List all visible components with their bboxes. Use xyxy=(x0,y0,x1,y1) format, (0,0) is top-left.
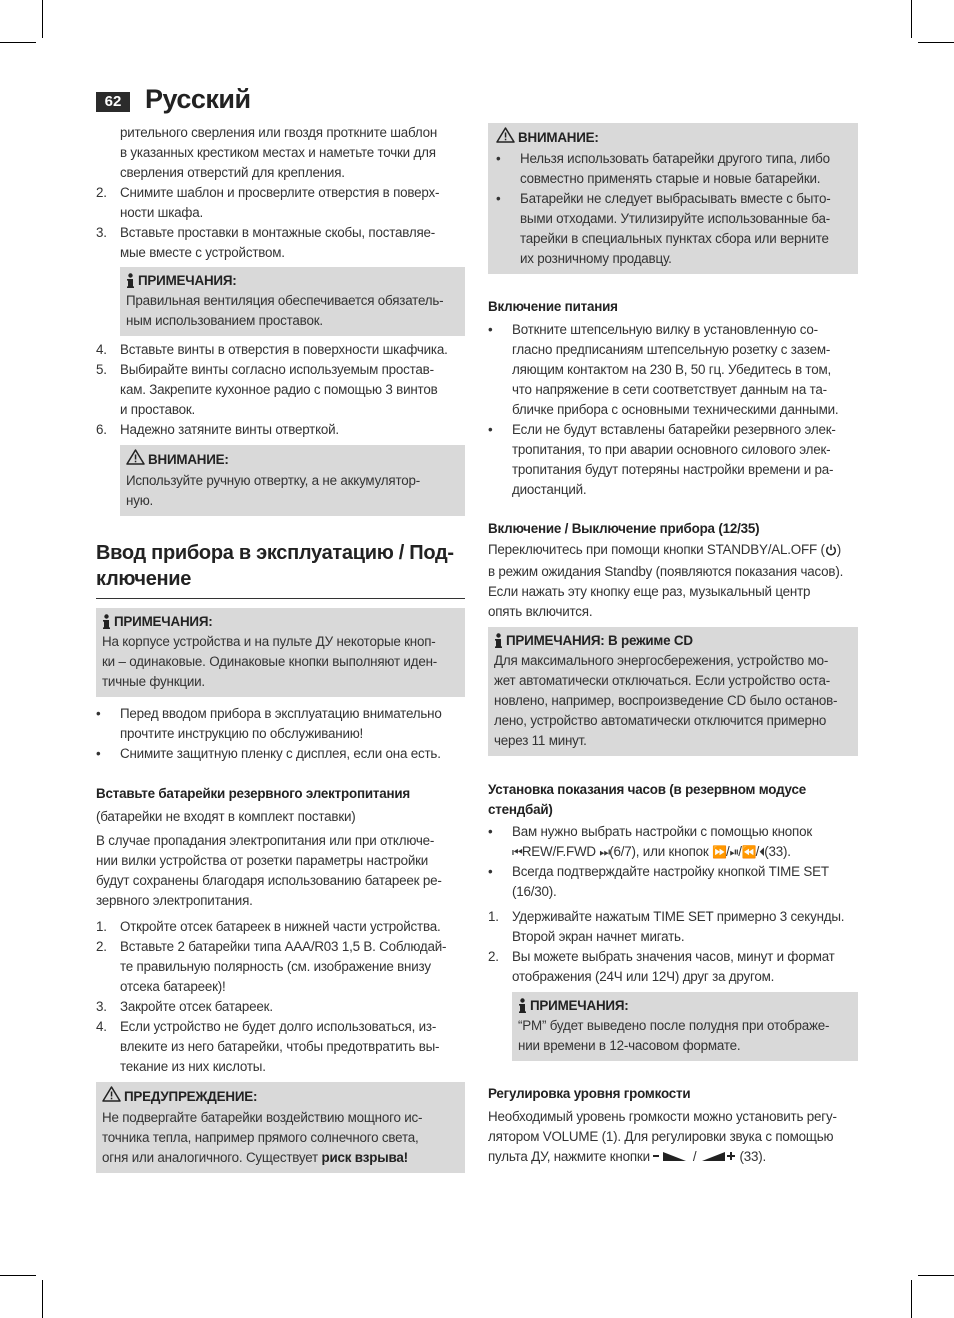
text-line: ную. xyxy=(126,493,154,508)
text-line: в режим ожидания Standby (появляются показания часов). xyxy=(488,564,844,579)
text-line: Вставьте винты в отверстия в поверхности шкафчика. xyxy=(120,342,448,357)
step-number: 2. xyxy=(488,949,499,964)
step-number: 2. xyxy=(96,939,107,954)
text-line: лено, устройство автоматически отключится примерно xyxy=(494,713,827,728)
right-column xyxy=(488,123,858,1168)
step-number: 5. xyxy=(96,362,107,377)
text-line: Снимите защитную пленку с дисплея, если она есть. xyxy=(120,746,441,761)
text-line: Откройте отсек батареек в нижней части устройства. xyxy=(120,919,441,934)
info-icon xyxy=(494,633,503,649)
text-line: мые вместе с устройством. xyxy=(120,245,285,260)
crop-mark xyxy=(42,0,43,38)
text-line: будут сохранены благодаря использованию батареек ре- xyxy=(96,873,442,888)
danger-box xyxy=(96,1082,465,1173)
list-item xyxy=(96,360,465,420)
text-line: Для максимального энергосбережения, устройство мо- xyxy=(494,653,829,668)
text-line: Вы можете выбрать значения часов, минут и формат xyxy=(512,949,835,964)
text-segment: REW/F.FWD xyxy=(521,844,596,859)
list-item xyxy=(488,947,858,987)
play-pause-icon: ⏯ xyxy=(729,845,739,859)
text-line: прочтите инструкцию по обслуживанию! xyxy=(120,726,364,741)
warning-triangle-icon xyxy=(102,1086,121,1108)
bullet-item xyxy=(96,704,465,744)
crop-mark xyxy=(918,42,954,43)
text-line: тропитания будут потеряны настройки времени и ра- xyxy=(512,462,834,477)
list-item xyxy=(96,1017,465,1077)
text-line: (16/30). xyxy=(512,884,557,899)
warning-heading xyxy=(126,449,459,471)
step-number: 3. xyxy=(96,225,107,240)
text-line: Надежно затяните винты отверткой. xyxy=(120,422,339,437)
power-icon xyxy=(825,542,837,562)
bullet-dot: • xyxy=(496,151,501,166)
text-line: выми отходами. Утилизируйте использованные ба- xyxy=(520,211,831,226)
bullet-item xyxy=(96,744,465,764)
text-line: Перед вводом прибора в эксплуатацию внимательно xyxy=(120,706,442,721)
page-title: Русский xyxy=(145,84,251,114)
note-box xyxy=(512,992,858,1061)
previous-icon: ⏴ xyxy=(759,845,765,859)
text-line: сверления отверстий для крепления. xyxy=(120,165,345,180)
text-line: жет автоматически отключаться. Если устройство оста- xyxy=(494,673,830,688)
text-line: зервного электропитания. xyxy=(96,893,253,908)
text-line: тропитания, то при аварии основного силового элек- xyxy=(512,442,831,457)
text-line: текание из них кислоты. xyxy=(120,1059,266,1074)
text-line: Правильная вентиляция обеспечивается обязатель- xyxy=(126,293,444,308)
note-heading xyxy=(126,271,459,291)
bullet-item xyxy=(488,420,858,500)
text-line: Не подвергайте батарейки воздействию мощного ис- xyxy=(102,1110,423,1125)
text-line: гласно предписаниям штепсельную розетку с зазем- xyxy=(512,342,831,357)
bullet-item xyxy=(496,149,852,189)
bullet-dot: • xyxy=(488,864,493,879)
text-segment: (33). xyxy=(739,1149,767,1164)
note-title: ПРИМЕЧАНИЯ: xyxy=(138,273,237,288)
text-line: диостанций. xyxy=(512,482,587,497)
text-line: Вставьте проставки в монтажные скобы, поставляе- xyxy=(120,225,436,240)
warning-triangle-icon xyxy=(496,127,515,149)
heading-line: Ввод прибора в эксплуатацию / Под- xyxy=(96,542,454,564)
text-line: Снимите шаблон и просверлите отверстия в поверх- xyxy=(120,185,440,200)
text-line: и проставок. xyxy=(120,402,196,417)
crop-mark xyxy=(911,1280,912,1318)
step-number: 1. xyxy=(488,909,499,924)
list-item xyxy=(96,223,465,263)
text-line: ности шкафа. xyxy=(120,205,203,220)
crop-mark xyxy=(918,1275,954,1276)
note-box xyxy=(488,627,858,756)
text-line: опять включится. xyxy=(488,604,593,619)
text-line: Удерживайте нажатым TIME SET примерно 3 секунды. xyxy=(512,909,845,924)
subtitle-text: (батарейки не входят в комплект поставки) xyxy=(96,809,356,824)
text-line: Если устройство не будет долго использоваться, из- xyxy=(120,1019,437,1034)
warning-box xyxy=(488,123,858,274)
text-line: в указанных крестиком местах и наметьте точки для xyxy=(120,145,436,160)
note-heading xyxy=(518,996,852,1016)
subsection-heading xyxy=(488,780,858,820)
text-line: Нельзя использовать батарейки другого типа, либо xyxy=(520,151,830,166)
text-segment: (6/7), или кнопок xyxy=(609,844,709,859)
bullet-dot: • xyxy=(496,191,501,206)
text-line: Всегда подтверждайте настройку кнопкой TIME SET xyxy=(512,864,829,879)
text-line: их розничному продавцу. xyxy=(520,251,672,266)
text-line: Если не будут вставлены батарейки резервного элек- xyxy=(512,422,836,437)
text-line: Закройте отсек батареек. xyxy=(120,999,273,1014)
text-segment: / xyxy=(692,1149,697,1164)
text-line: лятором VOLUME (1). Для регулировки звука с помощью xyxy=(488,1129,834,1144)
step-number: 4. xyxy=(96,1019,107,1034)
step-number: 4. xyxy=(96,342,107,357)
heading-line: стендбай) xyxy=(488,802,553,817)
volume-up-icon xyxy=(700,1148,736,1168)
text-segment: пульта ДУ, нажмите кнопки xyxy=(488,1149,650,1164)
text-line: ки – одинаковые. Одинаковые кнопки выполняют иден- xyxy=(102,654,438,669)
text-line: тарейки в специальных пунктах сбора или верните xyxy=(520,231,829,246)
info-icon xyxy=(102,614,111,630)
text-line: Используйте ручную отвертку, а не аккумулятор- xyxy=(126,473,420,488)
text-line: нии вилки устройства от розетки параметры настройки xyxy=(96,853,429,868)
text-line: Вставьте 2 батарейки типа AAA/R03 1,5 В. Соблюдай- xyxy=(120,939,447,954)
info-icon xyxy=(126,273,135,289)
text-line xyxy=(488,540,858,562)
text-line: кам. Закрепите кухонное радио с помощью 3 винтов xyxy=(120,382,438,397)
bullet-dot: • xyxy=(488,824,493,839)
danger-heading xyxy=(102,1086,459,1108)
warning-title: ВНИМАНИЕ: xyxy=(148,452,229,467)
text-line xyxy=(488,1147,858,1168)
text-line: те правильную полярность (см. изображение внизу xyxy=(120,959,431,974)
text-line: отсека батареек)! xyxy=(120,979,226,994)
step-number: 6. xyxy=(96,422,107,437)
paragraph xyxy=(96,831,465,911)
paragraph xyxy=(488,1107,858,1168)
skip-forward-icon: ⏭ xyxy=(599,845,610,859)
step-number: 2. xyxy=(96,185,107,200)
text-line: ным использованием проставок. xyxy=(126,313,323,328)
bullet-dot: • xyxy=(96,706,101,721)
note-title: ПРИМЕЧАНИЯ: xyxy=(530,998,629,1013)
text-line: нии времени в 12-часовом формате. xyxy=(518,1038,741,1053)
text-line: отображения (24Ч или 12Ч) друг за другом. xyxy=(512,969,775,984)
text-line: ляющим контактом на 230 В, 50 гц. Убедитесь в том, xyxy=(512,362,831,377)
text-line: что напряжение в сети соответствует данным на та- xyxy=(512,382,827,397)
text-line: новлено, например, воспроизведение CD было останов- xyxy=(494,693,838,708)
text-line: тичные функции. xyxy=(102,674,205,689)
note-heading xyxy=(494,631,852,651)
warning-title: ВНИМАНИЕ: xyxy=(518,130,599,145)
crop-mark xyxy=(42,1280,43,1318)
text-line: Необходимый уровень громкости можно установить регу- xyxy=(488,1109,837,1124)
text-line: “PM” будет выведено после полудня при отображе- xyxy=(518,1018,830,1033)
text-line: Батарейки не следует выбрасывать вместе с быто- xyxy=(520,191,831,206)
list-item xyxy=(96,937,465,997)
text-line: Вам нужно выбрать настройки с помощью кнопок xyxy=(512,824,812,839)
list-item xyxy=(96,917,465,937)
text-segment: ) xyxy=(836,542,841,557)
text-line: На корпусе устройства и на пульте ДУ некоторые кноп- xyxy=(102,634,436,649)
list-item xyxy=(96,340,465,360)
left-column xyxy=(96,123,465,1173)
text-line: ⏮REW/F.FWD ⏭(6/7), или кнопок ⏩/⏯/⏪/⏴(33). xyxy=(512,844,791,859)
bullet-item xyxy=(488,822,858,862)
list-item xyxy=(96,183,465,223)
text-line: Воткните штепсельную вилку в установленную со- xyxy=(512,322,818,337)
subsection-heading: Вставьте батарейки резервного электропитания xyxy=(96,786,411,801)
note-title: ПРИМЕЧАНИЯ: xyxy=(114,614,213,629)
crop-mark xyxy=(911,0,912,38)
step-number: 1. xyxy=(96,919,107,934)
intro-paragraph xyxy=(96,123,465,183)
paragraph xyxy=(488,540,858,622)
note-box xyxy=(96,608,465,697)
text-segment: (33). xyxy=(764,844,791,859)
explosion-risk-text: риск взрыва! xyxy=(321,1150,408,1165)
bullet-item xyxy=(496,189,852,269)
heading-line: ключение xyxy=(96,568,192,590)
volume-down-icon xyxy=(653,1148,689,1168)
text-segment: Переключитесь при помощи кнопки STANDBY/AL.OFF ( xyxy=(488,542,825,557)
text-line: Выбирайте винты согласно используемым простав- xyxy=(120,362,434,377)
text-line: точника тепла, например прямого солнечного света, xyxy=(102,1130,419,1145)
text-line: Если нажать эту кнопку еще раз, музыкальный центр xyxy=(488,584,811,599)
text-line: рительного сверления или гвоздя проткните шаблон xyxy=(120,125,438,140)
text-line xyxy=(102,1148,459,1168)
list-item xyxy=(96,997,465,1017)
heading-line: Установка показания часов (в резервном модусе xyxy=(488,782,806,797)
crop-mark xyxy=(0,1275,36,1276)
subsection-heading: Включение питания xyxy=(488,299,618,314)
subsection-heading: Включение / Выключение прибора (12/35) xyxy=(488,521,760,536)
warning-heading xyxy=(496,127,852,149)
section-divider xyxy=(96,598,465,599)
danger-title: ПРЕДУПРЕЖДЕНИЕ: xyxy=(124,1089,258,1104)
list-item xyxy=(96,420,465,440)
warning-box xyxy=(120,445,465,516)
info-icon xyxy=(518,998,527,1014)
bullet-dot: • xyxy=(96,746,101,761)
note-title: ПРИМЕЧАНИЯ: В режиме CD xyxy=(506,633,693,648)
fast-forward-icon: ⏩ xyxy=(712,845,727,859)
section-heading xyxy=(96,540,465,592)
bullet-item xyxy=(488,862,858,902)
page-number: 62 xyxy=(96,92,130,112)
text-line: через 11 минут. xyxy=(494,733,587,748)
crop-mark xyxy=(0,42,36,43)
bullet-dot: • xyxy=(488,422,493,437)
text-line: бличке прибора с основными техническими данными. xyxy=(512,402,839,417)
warning-triangle-icon xyxy=(126,449,145,471)
text-line: влеките из него батарейки, чтобы предотвратить вы- xyxy=(120,1039,440,1054)
text-segment: огня или аналогичного. Существует xyxy=(102,1150,322,1165)
bullet-dot: • xyxy=(488,322,493,337)
subsection-heading: Регулировка уровня громкости xyxy=(488,1086,691,1101)
skip-back-icon: ⏮ xyxy=(512,845,522,859)
text-line: В случае пропадания электропитания или при отключе- xyxy=(96,833,435,848)
rewind-icon: ⏪ xyxy=(741,845,756,859)
text-line: Второй экран начнет мигать. xyxy=(512,929,685,944)
step-number: 3. xyxy=(96,999,107,1014)
note-heading xyxy=(102,612,459,632)
note-box xyxy=(120,267,465,336)
text-line: совместно применять старые и новые батарейки. xyxy=(520,171,821,186)
list-item xyxy=(488,907,858,947)
bullet-item xyxy=(488,320,858,420)
